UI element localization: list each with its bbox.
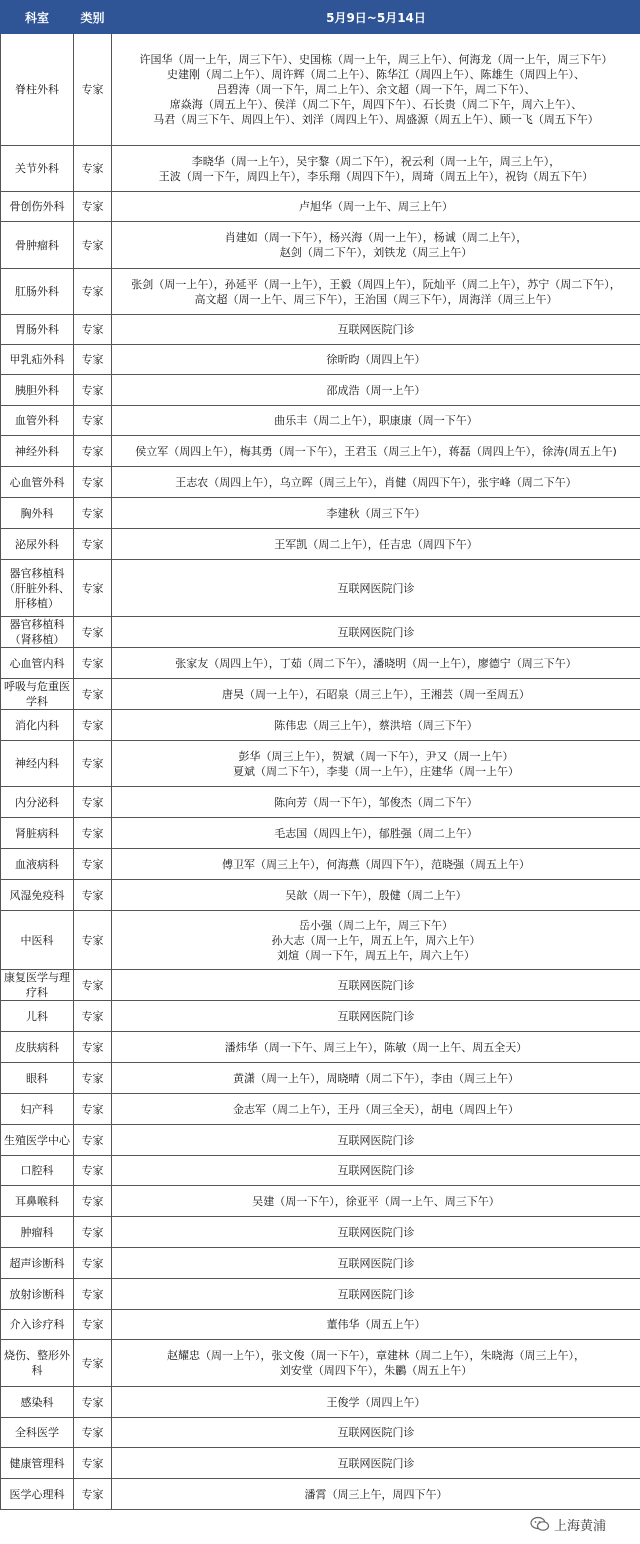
schedule-line: 吴歆（周一下午），殷健（周二上午） xyxy=(285,888,467,902)
department-cell: 内分泌科 xyxy=(1,787,74,818)
category-cell: 专家 xyxy=(74,1279,112,1310)
doctor-schedule-cell xyxy=(112,1387,640,1418)
doctor-schedule-cell xyxy=(112,1063,640,1094)
schedule-line: 互联网医院门诊 xyxy=(337,323,415,336)
department-cell: 医学心理科 xyxy=(1,1479,74,1510)
department-cell: 关节外科 xyxy=(1,146,74,192)
schedule-line: 王军凯（周二上午），任吉忠（周四下午） xyxy=(274,537,478,551)
table-row xyxy=(1,880,640,911)
table-row xyxy=(1,222,640,269)
category-cell: 专家 xyxy=(74,269,112,315)
schedule-line: 唐昊（周一上午），石昭泉（周三上午），王湘芸（周一至周五） xyxy=(222,687,530,701)
doctor-schedule-cell xyxy=(112,849,640,880)
schedule-line: 毛志国（周四上午），郁胜强（周二上午） xyxy=(274,826,478,840)
category-cell: 专家 xyxy=(74,741,112,787)
table-row xyxy=(1,1094,640,1125)
doctor-schedule-cell xyxy=(112,617,640,648)
doctor-schedule-cell xyxy=(112,1217,640,1248)
category-cell: 专家 xyxy=(74,648,112,679)
table-row xyxy=(1,787,640,818)
doctor-schedule-cell xyxy=(112,529,640,560)
table-row xyxy=(1,818,640,849)
schedule-line: 彭华（周三上午），贺斌（周一下午），尹又（周一上午） xyxy=(238,749,514,763)
category-cell: 专家 xyxy=(74,849,112,880)
schedule-line: 互联网医院门诊 xyxy=(337,1164,415,1177)
category-cell: 专家 xyxy=(74,1001,112,1032)
department-cell: 肿瘤科 xyxy=(1,1217,74,1248)
header-category: 类别 xyxy=(74,1,112,34)
doctor-schedule-cell xyxy=(112,1279,640,1310)
doctor-schedule-cell xyxy=(112,192,640,222)
doctor-schedule-cell xyxy=(112,146,640,192)
doctor-schedule-cell xyxy=(112,315,640,345)
table-row xyxy=(1,710,640,741)
schedule-line: 史建刚（周二上午）、周许辉（周二上午）、陈华江（周四上午）、陈雄生（周四上午）、 xyxy=(167,68,585,81)
table-row xyxy=(1,741,640,787)
doctor-schedule-cell xyxy=(112,34,640,146)
department-cell: 甲乳疝外科 xyxy=(1,345,74,375)
schedule-line: 潘霄（周三上午，周四下午） xyxy=(304,1487,448,1501)
category-cell: 专家 xyxy=(74,498,112,529)
category-cell: 专家 xyxy=(74,146,112,192)
doctor-schedule-cell xyxy=(112,269,640,315)
doctor-schedule-cell xyxy=(112,498,640,529)
table-row xyxy=(1,648,640,679)
schedule-line: 王俊学（周四上午） xyxy=(326,1395,426,1409)
table-row xyxy=(1,679,640,710)
category-cell: 专家 xyxy=(74,222,112,269)
schedule-line: 刘煊（周一下午，周五上午，周六上午） xyxy=(277,948,475,962)
category-cell: 专家 xyxy=(74,880,112,911)
department-cell: 放射诊断科 xyxy=(1,1279,74,1310)
schedule-line: 徐昕昀（周四上午） xyxy=(326,353,426,366)
schedule-line: 互联网医院门诊 xyxy=(337,1009,415,1023)
doctor-schedule-cell xyxy=(112,741,640,787)
category-cell: 专家 xyxy=(74,1387,112,1418)
schedule-line: 侯立军（周四上午），梅其勇（周一下午），王君玉（周三上午），蒋磊（周四上午），徐涛(周五上午) xyxy=(135,444,617,458)
category-cell: 专家 xyxy=(74,617,112,648)
table-row xyxy=(1,1279,640,1310)
category-cell: 专家 xyxy=(74,1310,112,1340)
department-cell: 儿科 xyxy=(1,1001,74,1032)
schedule-line: 高文超（周一上午、周三下午），王治国（周三下午），周海洋（周三上午） xyxy=(194,292,558,306)
schedule-line: 肖建如（周一下午），杨兴海（周一上午），杨诚（周二上午）， xyxy=(224,231,528,244)
table-row xyxy=(1,617,640,648)
category-cell: 专家 xyxy=(74,1186,112,1217)
category-cell: 专家 xyxy=(74,315,112,345)
category-cell: 专家 xyxy=(74,345,112,375)
doctor-schedule-cell xyxy=(112,1125,640,1156)
wechat-icon xyxy=(530,1516,550,1532)
department-cell: 妇产科 xyxy=(1,1094,74,1125)
schedule-line: 赵耀忠（周一上午），张文俊（周一下午），章建林（周二上午），朱晓海（周三上午）， xyxy=(167,1349,585,1362)
table-row xyxy=(1,560,640,617)
table-row xyxy=(1,1248,640,1279)
table-row xyxy=(1,970,640,1001)
schedule-line: 许国华（周一上午，周三下午）、史国栋（周一上午，周三上午）、何海龙（周一上午，周三下午） xyxy=(139,53,613,66)
schedule-line: 席焱海（周五上午）、侯洋（周二下午，周四下午）、石长贵（周二下午，周六上午）、 xyxy=(169,98,583,111)
table-row xyxy=(1,849,640,880)
department-cell: 皮肤病科 xyxy=(1,1032,74,1063)
category-cell: 专家 xyxy=(74,436,112,467)
table-row xyxy=(1,1186,640,1217)
doctor-schedule-cell xyxy=(112,1186,640,1217)
doctor-schedule-cell xyxy=(112,1340,640,1387)
schedule-line: 李晓华（周一上午），吴宇黎（周二下午），祝云利（周一上午，周三上午）， xyxy=(191,154,561,168)
department-cell: 耳鼻喉科 xyxy=(1,1186,74,1217)
department-cell: 超声诊断科 xyxy=(1,1248,74,1279)
department-cell: 消化内科 xyxy=(1,710,74,741)
category-cell: 专家 xyxy=(74,192,112,222)
table-row xyxy=(1,1479,640,1510)
schedule-line: 陈向芳（周一下午），邹俊杰（周二下午） xyxy=(274,795,478,809)
schedule-line: 互联网医院门诊 xyxy=(337,1256,415,1270)
schedule-line: 夏斌（周二下午），李斐（周一上午），庄建华（周一上午） xyxy=(233,764,519,778)
header-row xyxy=(1,1,640,34)
doctor-schedule-cell xyxy=(112,222,640,269)
department-cell: 器官移植科（肝脏外科、肝移植） xyxy=(1,560,74,617)
doctor-schedule-cell xyxy=(112,679,640,710)
doctor-schedule-cell xyxy=(112,1479,640,1510)
schedule-line: 傅卫军（周三上午），何海燕（周四下午），范晓强（周五上午） xyxy=(222,857,530,871)
category-cell: 专家 xyxy=(74,818,112,849)
doctor-schedule-cell xyxy=(112,880,640,911)
department-cell: 泌尿外科 xyxy=(1,529,74,560)
category-cell: 专家 xyxy=(74,1479,112,1510)
category-cell: 专家 xyxy=(74,560,112,617)
doctor-schedule-cell xyxy=(112,648,640,679)
schedule-line: 互联网医院门诊 xyxy=(337,1225,415,1239)
schedule-line: 刘安堂（周四下午），朱鸝（周五上午） xyxy=(279,1364,473,1377)
department-cell: 康复医学与理疗科 xyxy=(1,970,74,1001)
schedule-line: 互联网医院门诊 xyxy=(337,1133,415,1147)
schedule-line: 董伟华（周五上午） xyxy=(326,1318,426,1331)
table-row xyxy=(1,911,640,970)
department-cell: 口腔科 xyxy=(1,1156,74,1186)
table-row xyxy=(1,1156,640,1186)
watermark-text: 上海黄浦 xyxy=(554,1518,607,1534)
department-cell: 胰胆外科 xyxy=(1,375,74,406)
schedule-line: 互联网医院门诊 xyxy=(337,581,415,595)
doctor-schedule-cell xyxy=(112,970,640,1001)
department-cell: 肾脏病科 xyxy=(1,818,74,849)
schedule-line: 张家友（周四上午），丁茹（周二下午），潘晓明（周一上午），廖德宁（周三下午） xyxy=(175,656,577,670)
table-row xyxy=(1,436,640,467)
category-cell: 专家 xyxy=(74,911,112,970)
department-cell: 全科医学 xyxy=(1,1418,74,1448)
table-row xyxy=(1,1217,640,1248)
doctor-schedule-cell xyxy=(112,436,640,467)
doctor-schedule-cell xyxy=(112,467,640,498)
category-cell: 专家 xyxy=(74,787,112,818)
table-row xyxy=(1,498,640,529)
department-cell: 呼吸与危重医学科 xyxy=(1,679,74,710)
department-cell: 神经外科 xyxy=(1,436,74,467)
category-cell: 专家 xyxy=(74,1125,112,1156)
schedule-line: 邵成浩（周一上午） xyxy=(326,383,426,397)
category-cell: 专家 xyxy=(74,1248,112,1279)
doctor-schedule-cell xyxy=(112,1248,640,1279)
category-cell: 专家 xyxy=(74,467,112,498)
department-cell: 心血管外科 xyxy=(1,467,74,498)
schedule-line: 王志农（周四上午），乌立晖（周三上午），肖健（周四下午），张宇峰（周二下午） xyxy=(175,475,577,489)
department-cell: 生殖医学中心 xyxy=(1,1125,74,1156)
header-date-range: 5月9日~5月14日 xyxy=(112,1,640,34)
category-cell: 专家 xyxy=(74,34,112,146)
category-cell: 专家 xyxy=(74,1217,112,1248)
table-row xyxy=(1,345,640,375)
doctor-schedule-cell xyxy=(112,345,640,375)
doctor-schedule-cell xyxy=(112,375,640,406)
department-cell: 感染科 xyxy=(1,1387,74,1418)
doctor-schedule-cell xyxy=(112,1418,640,1448)
department-cell: 脊柱外科 xyxy=(1,34,74,146)
schedule-line: 互联网医院门诊 xyxy=(337,978,415,992)
doctor-schedule-cell xyxy=(112,1156,640,1186)
department-cell: 血管外科 xyxy=(1,406,74,436)
table-row xyxy=(1,315,640,345)
category-cell: 专家 xyxy=(74,710,112,741)
table-row xyxy=(1,1032,640,1063)
schedule-line: 互联网医院门诊 xyxy=(337,1456,415,1470)
table-row xyxy=(1,1418,640,1448)
department-cell: 血液病科 xyxy=(1,849,74,880)
table-row xyxy=(1,1448,640,1479)
category-cell: 专家 xyxy=(74,1032,112,1063)
category-cell: 专家 xyxy=(74,1448,112,1479)
schedule-line: 赵剑（周二下午），刘铁龙（周三上午） xyxy=(279,246,473,259)
table-row xyxy=(1,375,640,406)
table-row xyxy=(1,1125,640,1156)
doctor-schedule-cell xyxy=(112,1032,640,1063)
table-row xyxy=(1,192,640,222)
doctor-schedule-cell xyxy=(112,1448,640,1479)
category-cell: 专家 xyxy=(74,1063,112,1094)
table-row xyxy=(1,269,640,315)
department-cell: 骨创伤外科 xyxy=(1,192,74,222)
table-row xyxy=(1,1387,640,1418)
watermark xyxy=(530,1512,606,1536)
table-row xyxy=(1,34,640,146)
schedule-line: 孙大志（周一上午，周五上午，周六上午） xyxy=(271,933,481,947)
department-cell: 肛肠外科 xyxy=(1,269,74,315)
doctor-schedule-cell xyxy=(112,787,640,818)
schedule-line: 金志军（周二上午），王丹（周三全天），胡电（周四上午） xyxy=(233,1102,519,1116)
schedule-line: 卢旭华（周一上午、周三上午） xyxy=(299,200,453,213)
category-cell: 专家 xyxy=(74,529,112,560)
doctor-schedule-cell xyxy=(112,1310,640,1340)
doctor-schedule-cell xyxy=(112,1001,640,1032)
category-cell: 专家 xyxy=(74,1418,112,1448)
table-row xyxy=(1,146,640,192)
schedule-line: 互联网医院门诊 xyxy=(337,625,415,639)
category-cell: 专家 xyxy=(74,679,112,710)
category-cell: 专家 xyxy=(74,1156,112,1186)
department-cell: 眼科 xyxy=(1,1063,74,1094)
schedule-line: 王波（周一下午，周四上午），李乐翔（周四下午），周琦（周五上午），祝钧（周五下午） xyxy=(158,169,594,183)
schedule-line: 互联网医院门诊 xyxy=(337,1426,415,1439)
table-row xyxy=(1,406,640,436)
schedule-line: 陈伟忠（周三上午），蔡洪培（周三下午） xyxy=(274,718,478,732)
category-cell: 专家 xyxy=(74,970,112,1001)
schedule-line: 张剑（周一上午），孙延平（周一上午），王毅（周四上午），阮灿平（周二上午），苏宁（周二下午）， xyxy=(131,277,621,291)
department-cell: 神经内科 xyxy=(1,741,74,787)
doctor-schedule-cell xyxy=(112,710,640,741)
table-row xyxy=(1,1310,640,1340)
doctor-schedule-cell xyxy=(112,818,640,849)
category-cell: 专家 xyxy=(74,406,112,436)
schedule-line: 黄潇（周一上午），周晓晴（周二下午），李由（周三上午） xyxy=(233,1071,519,1085)
department-cell: 胸外科 xyxy=(1,498,74,529)
table-row xyxy=(1,467,640,498)
doctor-schedule-cell xyxy=(112,406,640,436)
doctor-schedule-cell xyxy=(112,560,640,617)
table-row xyxy=(1,1340,640,1387)
schedule-line: 吕碧涛（周一下午，周二上午）、余文超（周一下午，周二下午）、 xyxy=(216,83,536,96)
department-cell: 心血管内科 xyxy=(1,648,74,679)
schedule-line: 马君（周三下午、周四上午）、刘洋（周四上午）、周盛源（周五上午）、顾一飞（周五下午） xyxy=(153,113,599,126)
table-row xyxy=(1,1063,640,1094)
department-cell: 中医科 xyxy=(1,911,74,970)
doctor-schedule-cell xyxy=(112,1094,640,1125)
doctor-schedule-cell xyxy=(112,911,640,970)
category-cell: 专家 xyxy=(74,1094,112,1125)
department-cell: 器官移植科（肾移植） xyxy=(1,617,74,648)
table-row xyxy=(1,529,640,560)
schedule-line: 岳小强（周二上午，周三下午） xyxy=(299,918,453,932)
department-cell: 风湿免疫科 xyxy=(1,880,74,911)
department-cell: 健康管理科 xyxy=(1,1448,74,1479)
schedule-line: 曲乐丰（周二上午），职康康（周一下午） xyxy=(274,414,478,427)
header-department: 科室 xyxy=(1,1,74,34)
schedule-line: 吴建（周一下午），徐亚平（周一上午、周三下午） xyxy=(252,1194,500,1208)
department-cell: 介入诊疗科 xyxy=(1,1310,74,1340)
table-row xyxy=(1,1001,640,1032)
department-cell: 骨肿瘤科 xyxy=(1,222,74,269)
category-cell: 专家 xyxy=(74,375,112,406)
department-cell: 胃肠外科 xyxy=(1,315,74,345)
schedule-line: 李建秋（周三下午） xyxy=(326,506,426,520)
schedule-line: 互联网医院门诊 xyxy=(337,1287,415,1301)
department-cell: 烧伤、整形外科 xyxy=(1,1340,74,1387)
category-cell: 专家 xyxy=(74,1340,112,1387)
schedule-body xyxy=(1,34,640,1510)
schedule-line: 潘炜华（周一下午、周三上午），陈敏（周一上午、周五全天） xyxy=(224,1040,528,1054)
